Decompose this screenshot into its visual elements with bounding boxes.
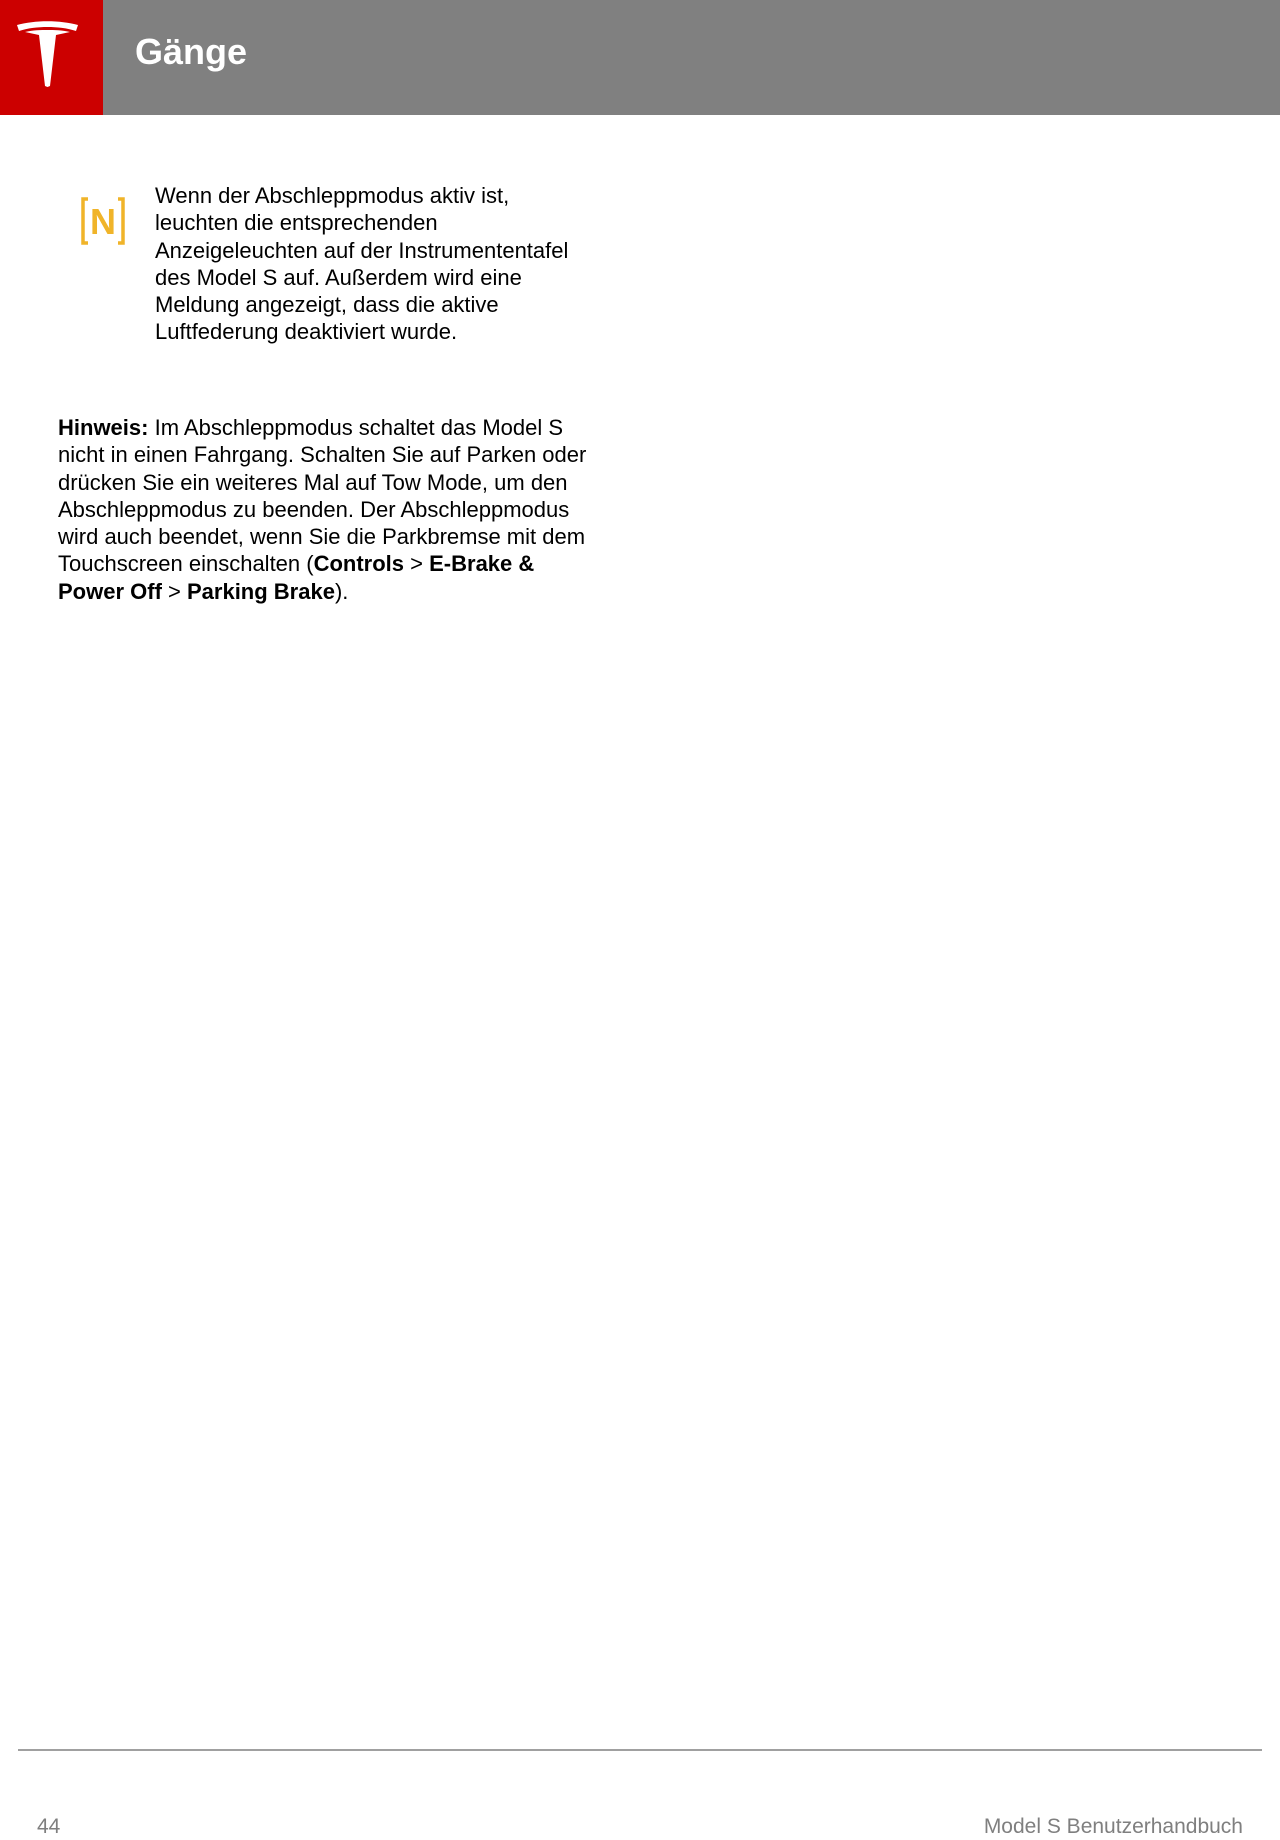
menu-path-ebrake-power-off: E-Brake & Power Off bbox=[58, 551, 535, 604]
menu-path-separator: > bbox=[404, 551, 430, 577]
note-text-end: ). bbox=[334, 578, 349, 604]
note-paragraph bbox=[58, 414, 598, 605]
logo-box bbox=[0, 0, 103, 115]
note-label: Hinweis: bbox=[58, 415, 149, 440]
book-title: Model S Benutzerhandbuch bbox=[983, 1815, 1243, 1838]
note-text: Im Abschleppmodus schaltet das Model S nicht in einen Fahrgang. Schalten Sie auf Parken oder drücken Sie ein weiteres Mal auf Tow Mode, um den Abschleppmodus zu beenden. Der Abschleppmodus wird auch beendet, wenn Sie die Parkbremse mit dem Touchscreen einschalten ( bbox=[58, 415, 587, 577]
neutral-n-indicator-icon bbox=[80, 196, 126, 246]
page-title: Gänge bbox=[135, 31, 248, 72]
menu-path-parking-brake: Parking Brake bbox=[186, 578, 335, 604]
page-header bbox=[0, 0, 1280, 115]
footer-divider bbox=[18, 1749, 1262, 1751]
indicator-description: Wenn der Abschleppmodus aktiv ist, leuchten die entsprechenden Anzeigeleuchten auf der Instrumententafel des Model S auf. Außerdem wird eine Meldung angezeigt, dass die aktive Luftfederung deaktiviert wurde. bbox=[155, 183, 569, 345]
tesla-logo-icon bbox=[15, 19, 80, 87]
menu-path-controls: Controls bbox=[313, 551, 405, 577]
page-number: 44 bbox=[37, 1815, 61, 1838]
menu-path-separator: > bbox=[161, 578, 187, 604]
indicator-glyph: N bbox=[90, 201, 116, 242]
